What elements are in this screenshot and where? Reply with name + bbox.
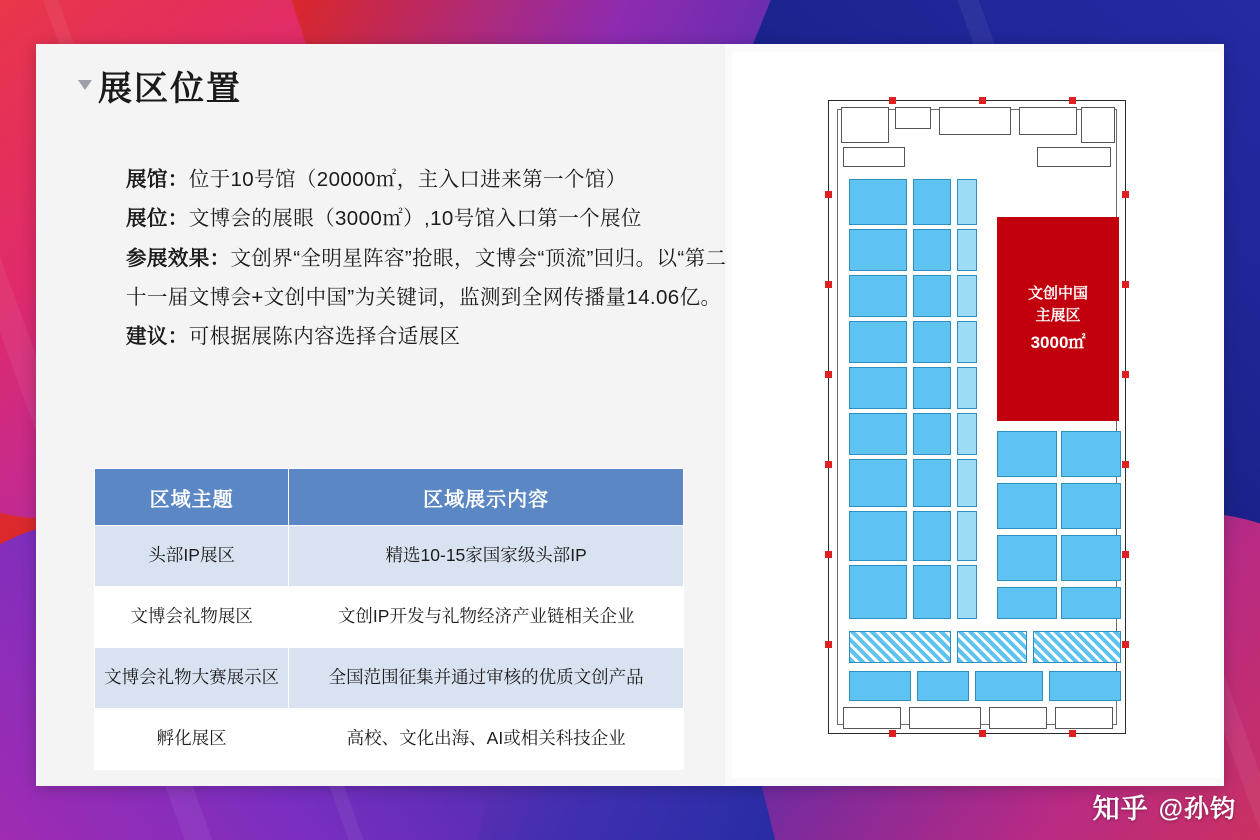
entrance-marker-icon <box>1069 97 1076 104</box>
floorplan-panel <box>732 52 1220 778</box>
booth-block <box>975 671 1043 701</box>
paragraph-suggestion-text: 可根据展陈内容选择合适展区 <box>188 325 461 349</box>
paragraph-venue-text: 位于10号馆（20000㎡，主入口进来第一个馆） <box>188 168 627 191</box>
entrance-marker-icon <box>1122 641 1129 648</box>
paragraph-effect <box>126 239 746 318</box>
table-cell-theme: 文博会礼物展区 <box>95 587 289 648</box>
booth-block <box>957 511 977 561</box>
floorplan-service-block <box>989 707 1047 729</box>
booth-block <box>957 321 977 363</box>
zone-table-head <box>95 469 684 526</box>
booth-block <box>849 275 907 317</box>
entrance-marker-icon <box>979 97 986 104</box>
body-text-block <box>126 160 746 357</box>
zone-table-element <box>94 468 684 770</box>
table-header-row <box>95 469 684 526</box>
table-cell-content: 文创IP开发与礼物经济产业链相关企业 <box>289 587 684 648</box>
watermark-site: 知乎 <box>1092 794 1149 824</box>
floorplan-service-block <box>1019 107 1077 135</box>
floorplan-service-block <box>909 707 981 729</box>
booth-block <box>913 229 951 271</box>
paragraph-booth-label: 展位： <box>126 207 189 231</box>
entrance-marker-icon <box>825 461 832 468</box>
booth-block <box>913 321 951 363</box>
booth-block <box>913 367 951 409</box>
floorplan-service-block <box>1055 707 1113 729</box>
floorplan-outline <box>828 100 1126 734</box>
zone-table-body <box>95 526 684 770</box>
entrance-marker-icon <box>1122 461 1129 468</box>
entrance-marker-icon <box>889 97 896 104</box>
entrance-marker-icon <box>1069 730 1076 737</box>
highlight-zone <box>997 217 1119 421</box>
watermark <box>1093 787 1236 826</box>
table-cell-theme: 文博会礼物大赛展示区 <box>95 648 289 709</box>
paragraph-venue-label: 展馆： <box>126 168 189 191</box>
paragraph-effect-text: 文创界“全明星阵容”抢眼，文博会“顶流”回归。以“第二十一届文博会+文创中国”为关键词，监测到全网传播量14.06亿。 <box>126 246 727 310</box>
entrance-marker-icon <box>825 281 832 288</box>
table-cell-content: 精选10-15家国家级头部IP <box>289 526 684 587</box>
entrance-marker-icon <box>825 371 832 378</box>
booth-block <box>913 179 951 225</box>
booth-block <box>849 459 907 507</box>
booth-block <box>1061 431 1121 477</box>
booth-block <box>957 413 977 455</box>
paragraph-effect-label: 参展效果： <box>126 246 231 270</box>
booth-block <box>849 321 907 363</box>
floorplan-service-block <box>1037 147 1111 167</box>
entrance-marker-icon <box>825 191 832 198</box>
entrance-marker-icon <box>1122 371 1129 378</box>
floorplan-service-block <box>895 107 931 129</box>
floorplan-service-block <box>841 107 889 143</box>
paragraph-booth <box>126 199 746 238</box>
table-row <box>95 709 684 770</box>
booth-block <box>913 275 951 317</box>
paragraph-booth-text: 文博会的展眼（3000㎡）,10号馆入口第一个展位 <box>188 207 642 231</box>
floorplan-service-block <box>843 707 901 729</box>
booth-block <box>957 179 977 225</box>
entrance-marker-icon <box>1122 551 1129 558</box>
booth-block <box>913 413 951 455</box>
floorplan-service-block <box>1081 107 1115 143</box>
booth-block <box>997 431 1057 477</box>
booth-block <box>957 367 977 409</box>
paragraph-suggestion-label: 建议： <box>126 325 189 349</box>
booth-block <box>849 229 907 271</box>
content-card <box>36 44 1224 786</box>
table-cell-theme: 头部IP展区 <box>95 526 289 587</box>
floorplan-service-block <box>939 107 1011 135</box>
watermark-user: @孙钧 <box>1158 794 1236 823</box>
table-cell-theme: 孵化展区 <box>95 709 289 770</box>
booth-block <box>1061 483 1121 529</box>
page-title <box>78 72 242 106</box>
booth-block <box>913 511 951 561</box>
highlight-line-2: 主展区 <box>1035 307 1081 325</box>
table-row <box>95 648 684 709</box>
booth-block <box>849 367 907 409</box>
booth-hatched-block <box>957 631 1027 663</box>
booth-block <box>849 179 907 225</box>
paragraph-suggestion <box>126 317 746 356</box>
entrance-marker-icon <box>1122 281 1129 288</box>
booth-block <box>1049 671 1121 701</box>
booth-block <box>957 565 977 619</box>
table-header-content: 区域展示内容 <box>289 469 684 526</box>
entrance-marker-icon <box>979 730 986 737</box>
highlight-line-1: 文创中国 <box>1027 284 1088 302</box>
table-cell-content: 全国范围征集并通过审核的优质文创产品 <box>289 648 684 709</box>
booth-block <box>957 229 977 271</box>
zone-table <box>94 468 684 770</box>
booth-block <box>957 275 977 317</box>
paragraph-venue <box>126 160 746 199</box>
booth-block <box>997 587 1057 619</box>
booth-block <box>997 535 1057 581</box>
floorplan-canvas <box>794 64 1158 764</box>
table-row <box>95 587 684 648</box>
page-title-text: 展区位置 <box>98 70 242 108</box>
table-header-theme: 区域主题 <box>95 469 289 526</box>
entrance-marker-icon <box>889 730 896 737</box>
booth-block <box>849 565 907 619</box>
booth-hatched-block <box>849 631 951 663</box>
table-cell-content: 高校、文化出海、AI或相关科技企业 <box>289 709 684 770</box>
entrance-marker-icon <box>825 641 832 648</box>
booth-hatched-block <box>1033 631 1121 663</box>
booth-block <box>913 459 951 507</box>
booth-block <box>849 413 907 455</box>
highlight-line-3: 3000㎡ <box>1030 332 1086 352</box>
table-row <box>95 526 684 587</box>
booth-block <box>1061 535 1121 581</box>
booth-block <box>849 511 907 561</box>
entrance-marker-icon <box>1122 191 1129 198</box>
triangle-marker-icon <box>78 78 94 94</box>
floorplan-service-block <box>843 147 905 167</box>
booth-block <box>917 671 969 701</box>
booth-block <box>1061 587 1121 619</box>
booth-block <box>997 483 1057 529</box>
booth-block <box>913 565 951 619</box>
booth-block <box>957 459 977 507</box>
booth-block <box>849 671 911 701</box>
entrance-marker-icon <box>825 551 832 558</box>
